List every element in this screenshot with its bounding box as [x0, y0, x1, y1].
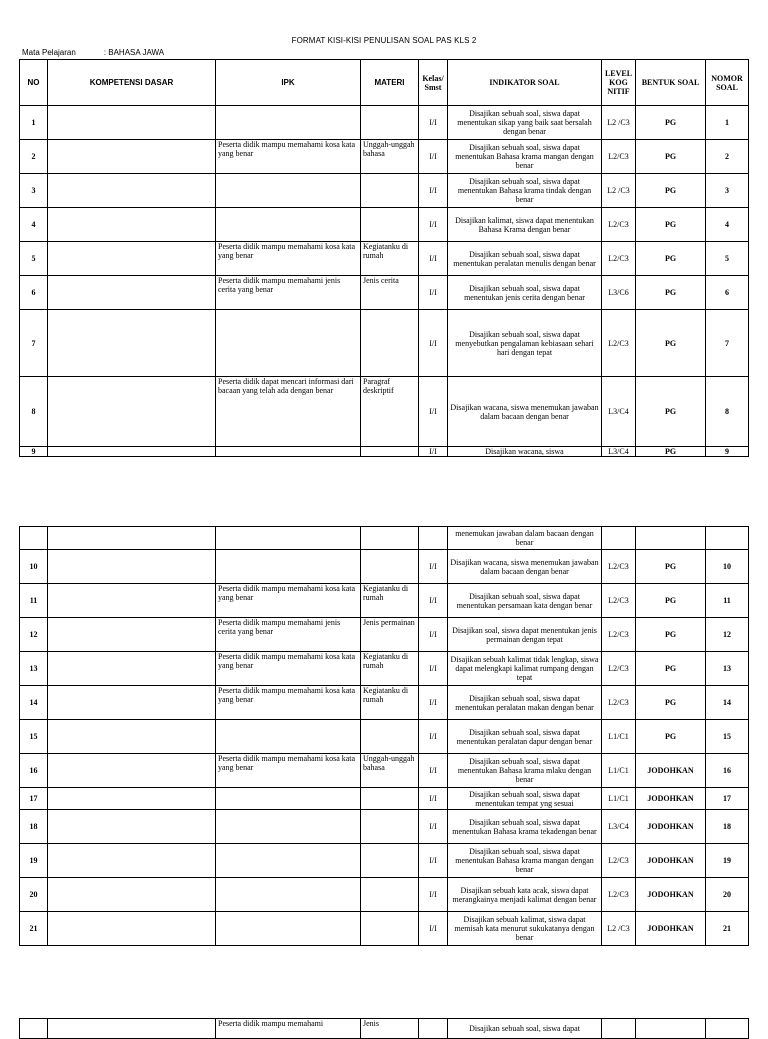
- cell-no: 9: [20, 447, 48, 457]
- cell-no: 21: [20, 912, 48, 946]
- cell-indikator: Disajikan sebuah soal, siswa dapat menentukan tempat yng sesuai: [448, 788, 602, 810]
- cell-level: L2/C3: [602, 652, 636, 686]
- cell-kelas: I/I: [419, 810, 448, 844]
- table-row: [20, 276, 749, 310]
- cell-materi: Kegiatanku di rumah: [361, 242, 419, 276]
- cell-ipk: [216, 550, 361, 584]
- cell-materi: Kegiatanku di rumah: [361, 584, 419, 618]
- cell-bentuk: PG: [636, 584, 706, 618]
- cell-level: L2/C3: [602, 878, 636, 912]
- cell-kelas: I/I: [419, 686, 448, 720]
- cell-kelas: I/I: [419, 447, 448, 457]
- table-row: [20, 550, 749, 584]
- cell-materi: Paragraf deskriptif: [361, 377, 419, 447]
- cell-ipk: Peserta didik mampu memahami kosa kata yang benar: [216, 652, 361, 686]
- cell-ipk: [216, 844, 361, 878]
- cell-indikator: Disajikan sebuah soal, siswa dapat menyebutkan pengalaman kebiasaan sehari hari dengan tepat: [448, 310, 602, 377]
- cell-no: 13: [20, 652, 48, 686]
- cell-no: 15: [20, 720, 48, 754]
- cell-indikator: Disajikan sebuah soal, siswa dapat: [448, 1019, 602, 1039]
- cell-level: L1/C1: [602, 754, 636, 788]
- cell-nomor: 9: [706, 447, 749, 457]
- cell-materi: [361, 310, 419, 377]
- cell-bentuk: PG: [636, 377, 706, 447]
- table-row: [20, 844, 749, 878]
- cell-level: L2/C3: [602, 844, 636, 878]
- cell-indikator: Disajikan sebuah soal, siswa dapat menentukan jenis cerita dengan benar: [448, 276, 602, 310]
- cell-bentuk: JODOHKAN: [636, 788, 706, 810]
- header-bentuk: BENTUK SOAL: [636, 60, 706, 106]
- cell-indikator: Disajikan sebuah soal, siswa dapat menentukan Bahasa krama mangan dengan benar: [448, 140, 602, 174]
- cell-ipk: [216, 527, 361, 550]
- cell-nomor: 19: [706, 844, 749, 878]
- cell-materi: Unggah-unggah bahasa: [361, 140, 419, 174]
- kisi-table-page-3: [19, 1018, 749, 1039]
- cell-nomor: 18: [706, 810, 749, 844]
- cell-indikator: Disajikan sebuah soal, siswa dapat menentukan peralatan makan dengan benar: [448, 686, 602, 720]
- cell-materi: Jenis: [361, 1019, 419, 1039]
- cell-nomor: 2: [706, 140, 749, 174]
- cell-nomor: 12: [706, 618, 749, 652]
- cell-level: L3/C4: [602, 447, 636, 457]
- header-indikator: INDIKATOR SOAL: [448, 60, 602, 106]
- cell-indikator: Disajikan sebuah soal, siswa dapat menentukan Bahasa krama mangan dengan benar: [448, 844, 602, 878]
- cell-nomor: [706, 1019, 749, 1039]
- cell-level: L2/C3: [602, 584, 636, 618]
- cell-ipk: Peserta didik mampu memahami kosa kata yang benar: [216, 584, 361, 618]
- cell-nomor: 17: [706, 788, 749, 810]
- cell-no: 14: [20, 686, 48, 720]
- cell-level: [602, 527, 636, 550]
- cell-ipk: [216, 106, 361, 140]
- cell-nomor: 20: [706, 878, 749, 912]
- cell-bentuk: PG: [636, 550, 706, 584]
- table-row: [20, 310, 749, 377]
- cell-nomor: 1: [706, 106, 749, 140]
- cell-kelas: I/I: [419, 912, 448, 946]
- cell-materi: [361, 527, 419, 550]
- cell-bentuk: PG: [636, 106, 706, 140]
- cell-nomor: 11: [706, 584, 749, 618]
- cell-no: [20, 527, 48, 550]
- cell-materi: Jenis cerita: [361, 276, 419, 310]
- cell-materi: [361, 810, 419, 844]
- cell-indikator: Disajikan sebuah soal, siswa dapat menentukan Bahasa krama tekadengan benar: [448, 810, 602, 844]
- cell-nomor: 21: [706, 912, 749, 946]
- cell-materi: [361, 912, 419, 946]
- cell-level: L2/C3: [602, 242, 636, 276]
- cell-level: L1/C1: [602, 720, 636, 754]
- cell-indikator: Disajikan sebuah kata acak, siswa dapat merangkainya menjadi kalimat dengan benar: [448, 878, 602, 912]
- cell-indikator: Disajikan sebuah soal, siswa dapat menentukan sikap yang baik saat bersalah dengan benar: [448, 106, 602, 140]
- header-no: NO: [20, 60, 48, 106]
- table-row: [20, 788, 749, 810]
- cell-bentuk: JODOHKAN: [636, 810, 706, 844]
- cell-ipk: Peserta didik mampu memahami kosa kata yang benar: [216, 140, 361, 174]
- cell-level: L2/C3: [602, 686, 636, 720]
- cell-no: 8: [20, 377, 48, 447]
- cell-no: 5: [20, 242, 48, 276]
- cell-ipk: Peserta didik mampu memahami kosa kata yang benar: [216, 242, 361, 276]
- cell-nomor: 10: [706, 550, 749, 584]
- cell-indikator: Disajikan sebuah soal, siswa dapat menentukan Bahasa krama tindak dengan benar: [448, 174, 602, 208]
- cell-kompetensi-dasar: [48, 754, 216, 788]
- cell-kelas: I/I: [419, 377, 448, 447]
- cell-materi: [361, 174, 419, 208]
- cell-bentuk: JODOHKAN: [636, 844, 706, 878]
- cell-nomor: 14: [706, 686, 749, 720]
- table-row: [20, 242, 749, 276]
- table-row: [20, 208, 749, 242]
- cell-kompetensi-dasar: [48, 276, 216, 310]
- cell-no: 10: [20, 550, 48, 584]
- table-row: [20, 912, 749, 946]
- cell-kelas: I/I: [419, 652, 448, 686]
- table-row: [20, 878, 749, 912]
- cell-indikator: Disajikan sebuah kalimat, siswa dapat memisah kata menurut sukukatanya dengan benar: [448, 912, 602, 946]
- table-row: [20, 106, 749, 140]
- table-row: [20, 686, 749, 720]
- cell-level: L2/C3: [602, 140, 636, 174]
- cell-kompetensi-dasar: [48, 720, 216, 754]
- cell-kelas: I/I: [419, 550, 448, 584]
- cell-no: 7: [20, 310, 48, 377]
- cell-kompetensi-dasar: [48, 527, 216, 550]
- cell-level: L2 /C3: [602, 912, 636, 946]
- cell-kelas: I/I: [419, 208, 448, 242]
- cell-no: 6: [20, 276, 48, 310]
- cell-kompetensi-dasar: [48, 550, 216, 584]
- cell-indikator: Disajikan sebuah soal, siswa dapat menentukan peralatan dapur dengan benar: [448, 720, 602, 754]
- cell-ipk: [216, 310, 361, 377]
- cell-materi: [361, 208, 419, 242]
- table-body-page-2: [20, 527, 749, 946]
- header-materi: MATERI: [361, 60, 419, 106]
- cell-nomor: 7: [706, 310, 749, 377]
- cell-no: 2: [20, 140, 48, 174]
- table-row: [20, 584, 749, 618]
- cell-indikator: Disajikan sebuah soal, siswa dapat menentukan Bahasa krama mlaku dengan benar: [448, 754, 602, 788]
- cell-bentuk: PG: [636, 310, 706, 377]
- cell-ipk: [216, 810, 361, 844]
- cell-no: 18: [20, 810, 48, 844]
- subject-line: [22, 48, 164, 57]
- cell-kelas: I/I: [419, 844, 448, 878]
- cell-kompetensi-dasar: [48, 912, 216, 946]
- table-row: [20, 652, 749, 686]
- cell-ipk: [216, 912, 361, 946]
- cell-level: L2/C3: [602, 208, 636, 242]
- header-ipk: IPK: [216, 60, 361, 106]
- cell-ipk: [216, 720, 361, 754]
- cell-ipk: Peserta didik mampu memahami kosa kata yang benar: [216, 754, 361, 788]
- cell-bentuk: JODOHKAN: [636, 912, 706, 946]
- table-row: [20, 754, 749, 788]
- cell-ipk: Peserta didik mampu memahami jenis cerita yang benar: [216, 276, 361, 310]
- cell-indikator: menemukan jawaban dalam bacaan dengan benar: [448, 527, 602, 550]
- cell-level: L2/C3: [602, 550, 636, 584]
- cell-kompetensi-dasar: [48, 242, 216, 276]
- table-row: [20, 174, 749, 208]
- kisi-table-page-1: [19, 59, 749, 457]
- cell-no: 19: [20, 844, 48, 878]
- cell-nomor: 5: [706, 242, 749, 276]
- cell-nomor: 6: [706, 276, 749, 310]
- cell-indikator: Disajikan wacana, siswa menemukan jawaban dalam bacaan dengan benar: [448, 550, 602, 584]
- table-row: [20, 720, 749, 754]
- cell-kelas: I/I: [419, 720, 448, 754]
- table-row: [20, 140, 749, 174]
- cell-nomor: 15: [706, 720, 749, 754]
- cell-kelas: I/I: [419, 174, 448, 208]
- cell-kelas: [419, 527, 448, 550]
- cell-no: 1: [20, 106, 48, 140]
- cell-kompetensi-dasar: [48, 686, 216, 720]
- cell-bentuk: PG: [636, 140, 706, 174]
- cell-materi: [361, 878, 419, 912]
- cell-bentuk: PG: [636, 242, 706, 276]
- cell-level: L2 /C3: [602, 174, 636, 208]
- cell-kompetensi-dasar: [48, 788, 216, 810]
- cell-no: 4: [20, 208, 48, 242]
- cell-kelas: I/I: [419, 878, 448, 912]
- cell-kelas: I/I: [419, 140, 448, 174]
- cell-no: 3: [20, 174, 48, 208]
- cell-nomor: 8: [706, 377, 749, 447]
- cell-materi: [361, 550, 419, 584]
- cell-bentuk: PG: [636, 720, 706, 754]
- cell-bentuk: PG: [636, 174, 706, 208]
- cell-no: 12: [20, 618, 48, 652]
- cell-no: 11: [20, 584, 48, 618]
- cell-bentuk: PG: [636, 686, 706, 720]
- cell-kompetensi-dasar: [48, 584, 216, 618]
- cell-ipk: Peserta didik mampu memahami jenis cerita yang benar: [216, 618, 361, 652]
- cell-kelas: I/I: [419, 276, 448, 310]
- cell-kelas: I/I: [419, 788, 448, 810]
- cell-ipk: [216, 788, 361, 810]
- cell-materi: [361, 720, 419, 754]
- cell-materi: Unggah-unggah bahasa: [361, 754, 419, 788]
- cell-bentuk: JODOHKAN: [636, 878, 706, 912]
- cell-ipk: [216, 447, 361, 457]
- document-title: FORMAT KISI-KISI PENULISAN SOAL PAS KLS 2: [291, 36, 477, 45]
- table-row: [20, 618, 749, 652]
- cell-indikator: Disajikan sebuah kalimat tidak lengkap, siswa dapat melengkapi kalimat rumpang dengan tepat: [448, 652, 602, 686]
- cell-indikator: Disajikan sebuah soal, siswa dapat menentukan persamaan kata dengan benar: [448, 584, 602, 618]
- cell-no: 20: [20, 878, 48, 912]
- cell-bentuk: JODOHKAN: [636, 754, 706, 788]
- cell-ipk: [216, 208, 361, 242]
- cell-bentuk: PG: [636, 618, 706, 652]
- cell-kompetensi-dasar: [48, 174, 216, 208]
- cell-ipk: [216, 878, 361, 912]
- cell-bentuk: [636, 527, 706, 550]
- cell-bentuk: PG: [636, 276, 706, 310]
- cell-nomor: 16: [706, 754, 749, 788]
- subject-label: Mata Pelajaran: [22, 48, 76, 57]
- table-row: [20, 447, 749, 457]
- cell-kompetensi-dasar: [48, 140, 216, 174]
- cell-materi: [361, 788, 419, 810]
- cell-nomor: 4: [706, 208, 749, 242]
- cell-kompetensi-dasar: [48, 106, 216, 140]
- cell-materi: [361, 844, 419, 878]
- table-row: [20, 1019, 749, 1039]
- table-body-page-1: [20, 106, 749, 457]
- cell-kompetensi-dasar: [48, 447, 216, 457]
- cell-level: L3/C4: [602, 810, 636, 844]
- cell-no: [20, 1019, 48, 1039]
- cell-kompetensi-dasar: [48, 208, 216, 242]
- cell-kompetensi-dasar: [48, 618, 216, 652]
- cell-materi: Kegiatanku di rumah: [361, 652, 419, 686]
- cell-kompetensi-dasar: [48, 1019, 216, 1039]
- cell-indikator: Disajikan soal, siswa dapat menentukan jenis permainan dengan tepat: [448, 618, 602, 652]
- kisi-table-page-2: [19, 526, 749, 946]
- table-row: [20, 527, 749, 550]
- cell-kelas: I/I: [419, 106, 448, 140]
- cell-ipk: [216, 174, 361, 208]
- cell-no: 16: [20, 754, 48, 788]
- cell-bentuk: [636, 1019, 706, 1039]
- cell-level: [602, 1019, 636, 1039]
- table-header-row: [20, 60, 749, 106]
- cell-nomor: 3: [706, 174, 749, 208]
- cell-bentuk: PG: [636, 652, 706, 686]
- cell-kelas: I/I: [419, 618, 448, 652]
- cell-nomor: 13: [706, 652, 749, 686]
- cell-bentuk: PG: [636, 208, 706, 242]
- table-body-page-3: [20, 1019, 749, 1039]
- table-row: [20, 377, 749, 447]
- cell-no: 17: [20, 788, 48, 810]
- cell-level: L2 /C3: [602, 106, 636, 140]
- cell-materi: [361, 447, 419, 457]
- cell-level: L3/C4: [602, 377, 636, 447]
- cell-indikator: Disajikan sebuah soal, siswa dapat menentukan peralatan menulis dengan benar: [448, 242, 602, 276]
- cell-ipk: Peserta didik mampu memahami: [216, 1019, 361, 1039]
- cell-bentuk: PG: [636, 447, 706, 457]
- cell-kompetensi-dasar: [48, 652, 216, 686]
- subject-value: : BAHASA JAWA: [103, 48, 165, 57]
- cell-ipk: Peserta didik dapat mencari informasi dari bacaan yang telah ada dengan benar: [216, 377, 361, 447]
- cell-level: L2/C3: [602, 618, 636, 652]
- cell-kelas: I/I: [419, 584, 448, 618]
- cell-indikator: Disajikan kalimat, siswa dapat menentukan Bahasa Krama dengan benar: [448, 208, 602, 242]
- header-kelas: Kelas/ Smst: [419, 60, 448, 106]
- cell-kompetensi-dasar: [48, 310, 216, 377]
- cell-kompetensi-dasar: [48, 810, 216, 844]
- cell-materi: Jenis permainan: [361, 618, 419, 652]
- cell-level: L2/C3: [602, 310, 636, 377]
- cell-nomor: [706, 527, 749, 550]
- cell-kompetensi-dasar: [48, 377, 216, 447]
- cell-kompetensi-dasar: [48, 878, 216, 912]
- header-level: LEVEL KOG NITIF: [602, 60, 636, 106]
- cell-kelas: I/I: [419, 242, 448, 276]
- cell-kelas: I/I: [419, 310, 448, 377]
- cell-indikator: Disajikan wacana, siswa menemukan jawaban dalam bacaan dengan benar: [448, 377, 602, 447]
- header-nomor: NOMOR SOAL: [706, 60, 749, 106]
- cell-kompetensi-dasar: [48, 844, 216, 878]
- cell-materi: [361, 106, 419, 140]
- cell-kelas: I/I: [419, 754, 448, 788]
- cell-level: L3/C6: [602, 276, 636, 310]
- cell-indikator: Disajikan wacana, siswa: [448, 447, 602, 457]
- cell-level: L1/C1: [602, 788, 636, 810]
- cell-ipk: Peserta didik mampu memahami kosa kata yang benar: [216, 686, 361, 720]
- header-kompetensi-dasar: KOMPETENSI DASAR: [48, 60, 216, 106]
- cell-materi: Kegiatanku di rumah: [361, 686, 419, 720]
- table-row: [20, 810, 749, 844]
- cell-kelas: [419, 1019, 448, 1039]
